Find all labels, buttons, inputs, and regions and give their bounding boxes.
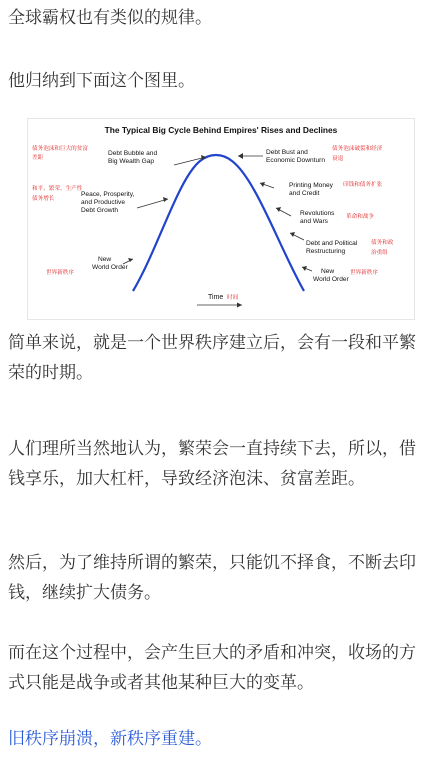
- cn-bubble-1: 债务泡沫和巨大的贫富: [32, 146, 88, 152]
- cn-restructuring-2: 治重组: [371, 250, 388, 256]
- label-printing-1: Printing Money: [289, 182, 333, 189]
- label-restructuring-1: Debt and Political: [306, 240, 358, 247]
- time-axis-label: Time: [208, 294, 224, 301]
- cn-new-order-left: 世界新秩序: [46, 270, 74, 276]
- label-new-order-left-1: New: [98, 256, 112, 263]
- cn-printing: 印钱和债务扩张: [343, 182, 383, 188]
- cn-new-order-right: 世界新秩序: [350, 270, 378, 276]
- arrow-heads: [128, 153, 307, 271]
- label-printing-2: and Credit: [289, 190, 320, 197]
- arrow-prosperity: [137, 199, 168, 208]
- time-axis-label-cn: 时间: [227, 295, 239, 301]
- cn-prosperity-1: 和平、繁荣、生产性: [32, 186, 83, 192]
- new-order-link-paragraph[interactable]: 旧秩序崩溃，新秩序重建。: [8, 729, 212, 749]
- label-revolutions-1: Revolutions: [300, 210, 335, 217]
- cn-restructuring-1: 债务和政: [371, 240, 394, 246]
- big-cycle-diagram: [27, 118, 415, 320]
- cycle-curve: [133, 155, 304, 291]
- label-restructuring-2: Restructuring: [306, 248, 346, 255]
- diagram-title: The Typical Big Cycle Behind Empires' Rises and Declines: [104, 125, 338, 135]
- conflict-paragraph: 而在这个过程中，会产生巨大的矛盾和冲突，收场的方式只能是战争或者其他某种巨大的变革。: [8, 643, 416, 693]
- label-prosperity-2: and Productive: [81, 199, 125, 206]
- label-bubble-2: Big Wealth Gap: [108, 158, 155, 165]
- label-bust-2: Economic Downturn: [266, 157, 326, 164]
- label-prosperity-3: Debt Growth: [81, 207, 119, 214]
- intro-paragraph: 全球霸权也有类似的规律。: [8, 8, 212, 28]
- label-bust-1: Debt Bust and: [266, 149, 308, 156]
- label-new-order-right-2: World Order: [313, 276, 349, 283]
- cn-bust-1: 债务泡沫破裂和经济: [332, 146, 383, 152]
- label-new-order-left-2: World Order: [92, 264, 128, 271]
- cn-revolutions: 革命和战争: [346, 214, 374, 220]
- cn-bubble-2: 差距: [32, 155, 44, 161]
- printing-paragraph: 然后，为了维持所谓的繁荣，只能饥不择食，不断去印钱，继续扩大债务。: [8, 553, 416, 603]
- leverage-paragraph: 人们理所当然地认为，繁荣会一直持续下去，所以，借钱享乐，加大杠杆，导致经济泡沫、贫富差距。: [8, 439, 416, 489]
- cn-prosperity-2: 债务增长: [32, 196, 55, 202]
- label-prosperity-1: Peace, Prosperity,: [81, 191, 135, 198]
- cn-bust-2: 衰退: [332, 156, 344, 162]
- time-axis-arrowhead: [237, 303, 242, 308]
- label-bubble-1: Debt Bubble and: [108, 150, 158, 157]
- big-cycle-svg: [28, 119, 414, 319]
- label-new-order-right-1: New: [321, 268, 335, 275]
- label-revolutions-2: and Wars: [300, 218, 328, 225]
- diagram-lead-paragraph: 他归纳到下面这个图里。: [8, 71, 195, 91]
- summary-paragraph: 简单来说，就是一个世界秩序建立后，会有一段和平繁荣的时期。: [8, 333, 416, 383]
